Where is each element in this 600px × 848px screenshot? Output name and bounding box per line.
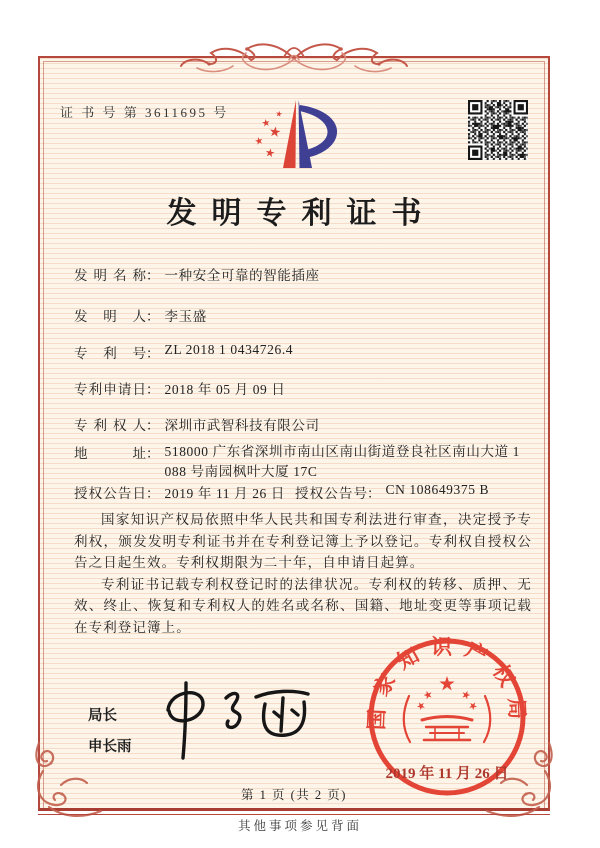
field-colon: ： — [146, 446, 160, 461]
field-value: CN 108649375 B — [385, 482, 490, 497]
back-note: 其他事项参见背面 — [237, 819, 362, 833]
legal-text — [74, 509, 532, 638]
field-value: 一种安全可靠的智能插座 — [164, 268, 320, 283]
field-grant-row — [74, 482, 548, 502]
field-colon: ： — [146, 268, 160, 283]
legal-paragraph: 国家知识产权局依照中华人民共和国专利法进行审查，决定授予专利权，颁发发明专利证书并在专利登记簿上予以登记。专利权自授权公告之日起生效。专利权期限为二十年，自申请日起算。 — [74, 512, 532, 570]
official-seal — [362, 632, 532, 802]
legal-paragraph: 专利证书记载专利权登记时的法律状况。专利权的转移、质押、无效、终止、恢复和专利权人的姓名或名称、国籍、地址变更等事项记载在专利登记簿上。 — [74, 576, 532, 635]
field-colon: ： — [146, 418, 160, 433]
qr-code — [466, 100, 530, 160]
officer-title: 局长 — [88, 708, 117, 724]
field-value: 2018 年 05 月 09 日 — [164, 382, 286, 397]
field-value: ZL 2018 1 0434726.4 — [164, 342, 294, 357]
field-colon: ： — [146, 382, 160, 397]
seal-org-text: 国家知识产权局 — [364, 634, 530, 731]
director-signature-icon — [152, 678, 320, 766]
field-value: 深圳市武智科技有限公司 — [164, 418, 320, 433]
field-inventor — [74, 305, 207, 325]
page-number: 第 1 页 (共 2 页) — [241, 788, 347, 802]
field-value: 518000 广东省深圳市南山区南山街道登良社区南山大道 1 088 号南园枫叶大厦 17C — [164, 444, 520, 479]
field-grant-number — [295, 482, 489, 502]
cnipa-logo-icon — [252, 88, 344, 182]
field-label: 发明名称 — [74, 268, 146, 283]
field-colon: ： — [146, 309, 160, 324]
field-label: 地址 — [74, 446, 146, 461]
officer-name: 申长雨 — [88, 739, 132, 755]
field-label: 专利申请日 — [74, 382, 146, 397]
field-colon: ： — [367, 486, 381, 501]
field-patentee — [74, 414, 320, 434]
field-filing-date — [74, 378, 285, 398]
certificate-frame — [38, 56, 550, 811]
field-label: 授权公告日 — [74, 486, 146, 501]
officer-block — [88, 704, 132, 756]
field-value: 2019 年 11 月 26 日 — [164, 486, 285, 501]
field-invention-name — [74, 264, 320, 284]
field-patent-number — [74, 342, 293, 362]
dragon-ornament-icon — [129, 33, 459, 83]
seal-date: 2019 年 11 月 26 日 — [385, 766, 509, 782]
certificate-title: 发明专利证书 — [166, 197, 437, 230]
field-address — [74, 442, 537, 481]
field-colon: ： — [146, 346, 160, 361]
field-label: 专利权人 — [74, 418, 146, 433]
field-label: 专利号 — [74, 346, 146, 361]
field-label: 发明人 — [74, 309, 146, 324]
field-value: 李玉盛 — [164, 309, 207, 324]
certificate-number: 证 书 号 第 3611695 号 — [60, 105, 229, 120]
field-label: 授权公告号 — [295, 486, 367, 501]
field-colon: ： — [146, 486, 160, 501]
